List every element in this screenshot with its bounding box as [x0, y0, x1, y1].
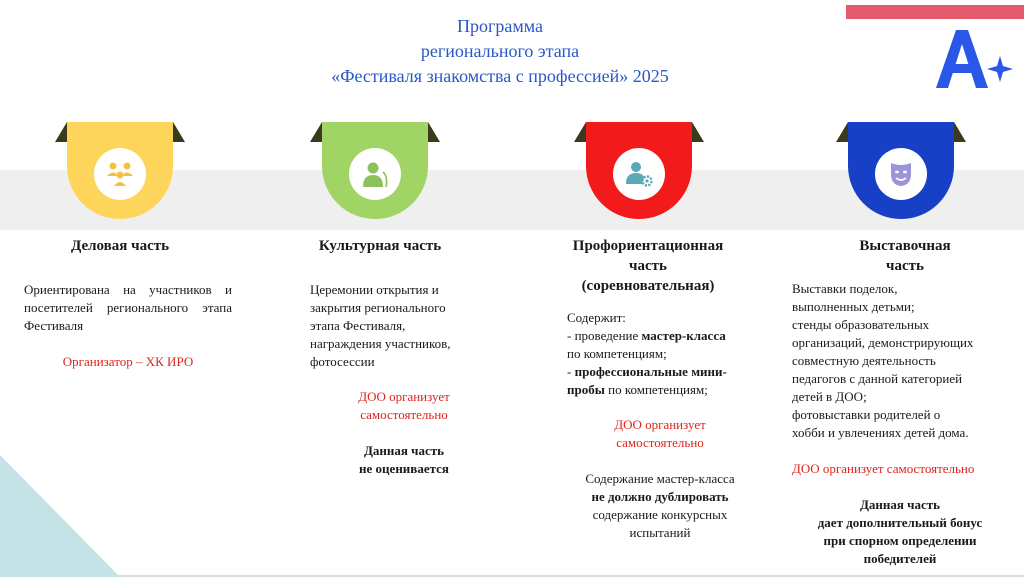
ribbon-business [55, 122, 185, 232]
note-exhibition-line: победителей [863, 551, 937, 566]
description-cultural-line: фотосессии [310, 354, 375, 369]
description-exhibition-line: хобби и увлечениях детей дома. [792, 425, 969, 440]
note-cultural-line: Данная часть [363, 443, 445, 458]
note-cultural [320, 442, 488, 478]
contents-item-2-prefix: - [567, 364, 575, 379]
contents-item-1 [567, 327, 757, 345]
theater-mask-icon [887, 160, 915, 188]
note-cultural-line: не оценивается [359, 461, 449, 476]
heading-cultural: Культурная часть [318, 238, 442, 254]
ribbon-business-circle [94, 148, 146, 200]
page-title [200, 14, 800, 89]
description-exhibition-line: детей в ДОО; [792, 389, 867, 404]
organizer-career [580, 416, 740, 452]
contents-item-2-bold-cont: пробы [567, 382, 605, 397]
ribbon-career-circle [613, 148, 665, 200]
person-gear-icon [625, 160, 653, 188]
description-exhibition-line: стенды образовательных [792, 317, 930, 332]
contents-item-1-bold: мастер-класса [641, 328, 726, 343]
heading-business: Деловая часть [70, 238, 170, 254]
top-accent-bar [846, 5, 1024, 19]
a-plus-logo [928, 26, 1018, 92]
organizer-career-line: самостоятельно [616, 435, 704, 450]
title-line-2: регионального этапа [420, 41, 580, 61]
contents-label: Содержит: [567, 310, 626, 325]
description-exhibition-line: организаций, демонстрирующих [792, 335, 974, 350]
corner-triangle-decoration [0, 455, 120, 577]
ribbon-cultural [310, 122, 440, 232]
title-line-3: «Фестиваля знакомства с профессией» 2025 [331, 66, 669, 86]
heading-career-line: Профориентационная [572, 238, 724, 254]
note-career-bold: не должно дублировать [591, 489, 729, 504]
contents-item-1-prefix: - проведение [567, 328, 642, 343]
description-exhibition-line: выполненных детьми; [792, 299, 915, 314]
ribbon-exhibition [836, 122, 966, 232]
contents-item-2-bold: профессиональные мини- [574, 364, 727, 379]
contents-item-2 [567, 363, 757, 381]
organizer-exhibition: ДОО организует самостоятельно [792, 461, 975, 476]
description-exhibition-line: Выставки поделок, [792, 281, 898, 296]
contents-item-2-cont [567, 381, 757, 399]
description-cultural-line: этапа Фестиваля, [310, 318, 406, 333]
heading-career [548, 236, 748, 296]
description-cultural-line: Церемонии открытия и [310, 282, 439, 297]
people-group-icon [106, 160, 134, 188]
contents-item-1-rest: по компетенциям; [567, 346, 667, 361]
heading-career-line: (соревновательная) [581, 278, 715, 294]
note-exhibition [790, 496, 1010, 568]
organizer-cultural [320, 388, 488, 424]
organizer-cultural-line: ДОО организует [358, 389, 450, 404]
ribbon-career [574, 122, 704, 232]
description-cultural [310, 281, 490, 371]
organizer-business: Организатор – ХК ИРО [62, 354, 194, 369]
heading-exhibition-line: Выставочная [859, 238, 951, 254]
heading-career-line: часть [629, 258, 667, 274]
note-exhibition-line: при спорном определении [823, 533, 977, 548]
description-cultural-line: награждения участников, [310, 336, 451, 351]
organizer-career-line: ДОО организует [614, 417, 706, 432]
description-exhibition [792, 280, 1017, 442]
title-line-1: Программа [456, 16, 544, 36]
note-career-line: содержание конкурсных [592, 507, 728, 522]
note-career-line: испытаний [629, 525, 691, 540]
note-career [565, 470, 755, 542]
person-icon [361, 160, 389, 188]
note-exhibition-line: дает дополнительный бонус [817, 515, 983, 530]
organizer-cultural-line: самостоятельно [360, 407, 448, 422]
ribbon-exhibition-circle [875, 148, 927, 200]
note-career-line: Содержание мастер-класса [585, 471, 735, 486]
description-exhibition-line: педагогов с данной категорией [792, 371, 963, 386]
note-exhibition-line: Данная часть [859, 497, 941, 512]
heading-exhibition-line: часть [886, 258, 924, 274]
contents-item-2-rest: по компетенциям; [604, 382, 708, 397]
description-business: Ориентирована на участников и посетителей регионального этапа Фестиваля [24, 282, 232, 333]
ribbon-cultural-circle [349, 148, 401, 200]
description-exhibition-line: совместную деятельность [792, 353, 936, 368]
contents-career [567, 309, 757, 399]
heading-exhibition [830, 236, 980, 276]
description-cultural-line: закрытия регионального [310, 300, 446, 315]
description-exhibition-line: фотовыставки родителей о [792, 407, 941, 422]
